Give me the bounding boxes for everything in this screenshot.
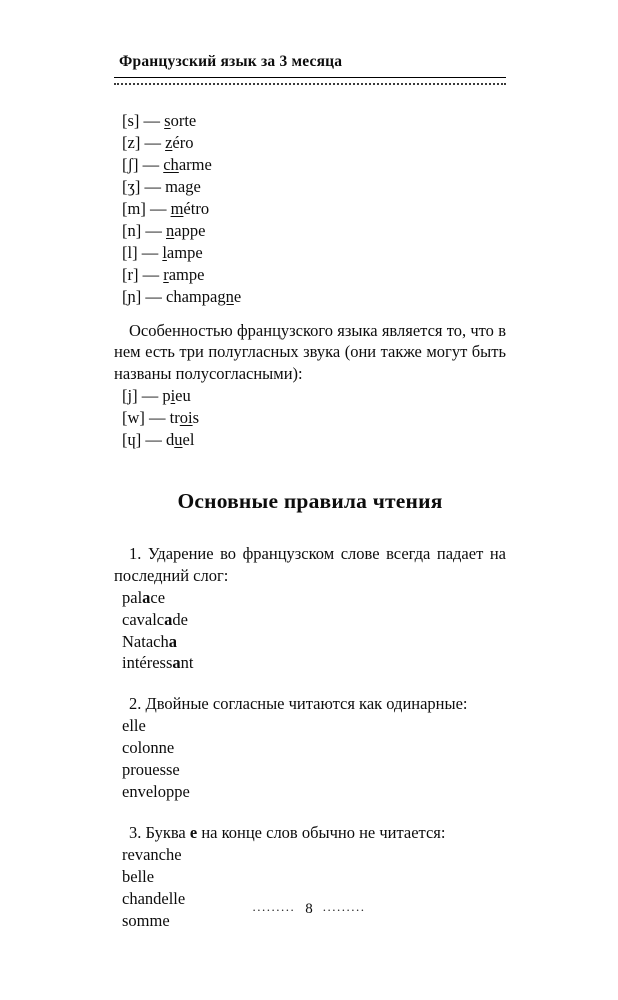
stressed-letter: a: [168, 631, 177, 651]
header-dotted-rule: [114, 83, 506, 85]
word-underlined-letter: r: [163, 264, 169, 284]
dash: —: [137, 242, 163, 262]
word-underlined-letter: s: [164, 111, 171, 131]
rule-3-text: [114, 822, 506, 844]
phonetic-row: [122, 429, 506, 451]
phonetic-consonants-list: [122, 110, 506, 307]
footer-dots-left: .........: [252, 899, 296, 915]
phonetic-symbol: [n]: [122, 220, 142, 240]
rule-1-text: 1. Ударение во французском слове всегда падает на последний слог:: [114, 543, 506, 585]
word-post: de: [172, 609, 188, 629]
phonetic-symbol: [ɲ]: [122, 286, 142, 306]
page-number: 8: [305, 901, 313, 918]
word-underlined-letter: n: [166, 220, 175, 240]
phonetic-row: [122, 110, 506, 132]
section-heading: Основные правила чтения: [177, 489, 443, 514]
example-word: revanche: [122, 845, 182, 865]
phonetic-symbol: [z]: [122, 133, 141, 153]
dash: —: [141, 286, 166, 306]
phonetic-semivowels-list: [122, 385, 506, 451]
word-post: nt: [180, 653, 194, 673]
dash: —: [138, 154, 164, 174]
header-rule: [114, 77, 506, 79]
word-underlined-letter: m: [170, 198, 184, 218]
phonetic-row: [122, 242, 506, 264]
stressed-letter: a: [164, 609, 173, 629]
word-underlined-letter: u: [174, 430, 183, 450]
example-word: colonne: [122, 738, 175, 758]
rule-text-post: на конце слов обычно не читается:: [197, 823, 446, 843]
word-post: e: [193, 176, 201, 196]
page-footer: [0, 900, 618, 920]
word-pre: intéress: [122, 653, 173, 673]
phonetic-row: [122, 286, 506, 308]
word-post: e: [233, 286, 242, 306]
phonetic-symbol: [s]: [122, 111, 140, 131]
rule-2-text: 2. Двойные согласные читаются как одинарные:: [129, 694, 468, 714]
example-word: prouesse: [122, 760, 180, 780]
word-underlined-letter: z: [165, 133, 173, 153]
dash: —: [141, 430, 166, 450]
phonetic-symbol: [ɥ]: [122, 430, 142, 450]
word-pre: cavalc: [122, 609, 165, 629]
phonetic-row: [122, 154, 506, 176]
dash: —: [145, 198, 171, 218]
example-word: somme: [122, 910, 170, 930]
word-underlined-letter: gn: [217, 286, 234, 306]
dash: —: [140, 133, 166, 153]
stressed-letter: a: [172, 653, 181, 673]
word-post: arme: [178, 154, 212, 174]
word-pre: Natach: [122, 631, 169, 651]
word-underlined-letter: oi: [179, 408, 193, 428]
phonetic-symbol: [l]: [122, 242, 138, 262]
example-word: elle: [122, 716, 146, 736]
dash: —: [140, 176, 166, 196]
word-underlined-letter: i: [170, 386, 176, 406]
rule-2-block: [114, 693, 506, 803]
word-pre: p: [162, 386, 171, 406]
rule-2-examples: [122, 715, 506, 803]
phonetic-symbol: [w]: [122, 408, 145, 428]
highlighted-letter: e: [189, 823, 198, 843]
phonetic-symbol: [m]: [122, 198, 146, 218]
example-word: enveloppe: [122, 782, 190, 802]
word-pre: pal: [122, 587, 143, 607]
word-post: ampe: [166, 242, 203, 262]
phonetic-row: [122, 407, 506, 429]
dash: —: [141, 220, 166, 240]
example-word: [122, 609, 506, 631]
word-underlined-letter: g: [185, 176, 194, 196]
phonetic-symbol: [r]: [122, 264, 139, 284]
phonetic-row: [122, 220, 506, 242]
word-underlined-letter: ch: [163, 154, 179, 174]
example-word: [122, 631, 506, 653]
phonetic-row: [122, 132, 506, 154]
stressed-letter: a: [142, 587, 151, 607]
rule-1-block: [114, 543, 506, 675]
example-word: chandelle: [122, 888, 186, 908]
dash: —: [144, 408, 170, 428]
word-post: eu: [175, 386, 191, 406]
word-underlined-letter: l: [162, 242, 167, 262]
example-word: [122, 587, 506, 609]
word-post: orte: [170, 111, 197, 131]
phonetic-symbol: [ʃ]: [122, 154, 139, 174]
word-post: el: [182, 430, 195, 450]
word-post: s: [192, 408, 200, 428]
word-post: ce: [150, 587, 166, 607]
word-pre: champa: [166, 286, 218, 306]
example-word: [122, 652, 506, 674]
phonetic-row: [122, 385, 506, 407]
word-pre: tr: [169, 408, 180, 428]
example-word: belle: [122, 866, 155, 886]
word-pre: d: [166, 430, 175, 450]
footer-dots-right: .........: [322, 899, 366, 915]
word-pre: ma: [165, 176, 186, 196]
dash: —: [137, 386, 163, 406]
dash: —: [138, 264, 164, 284]
phonetic-row: [122, 264, 506, 286]
word-post: éro: [172, 133, 194, 153]
phonetic-symbol: [ʒ]: [122, 176, 141, 196]
rule-text-pre: 3. Буква: [129, 823, 190, 843]
word-post: ampe: [168, 264, 205, 284]
dash: —: [139, 111, 165, 131]
phonetic-symbol: [j]: [122, 386, 138, 406]
running-header: Французский язык за 3 месяца: [119, 53, 343, 70]
word-post: étro: [183, 198, 210, 218]
word-post: appe: [174, 220, 206, 240]
rule-1-examples: [122, 587, 506, 675]
phonetic-row: [122, 198, 506, 220]
phonetic-row: [122, 176, 506, 198]
semivowels-intro-paragraph: Особенностью французского языка является то, что в нем есть три полугласных звука (они также могут быть названы полусогласными):: [114, 320, 506, 384]
